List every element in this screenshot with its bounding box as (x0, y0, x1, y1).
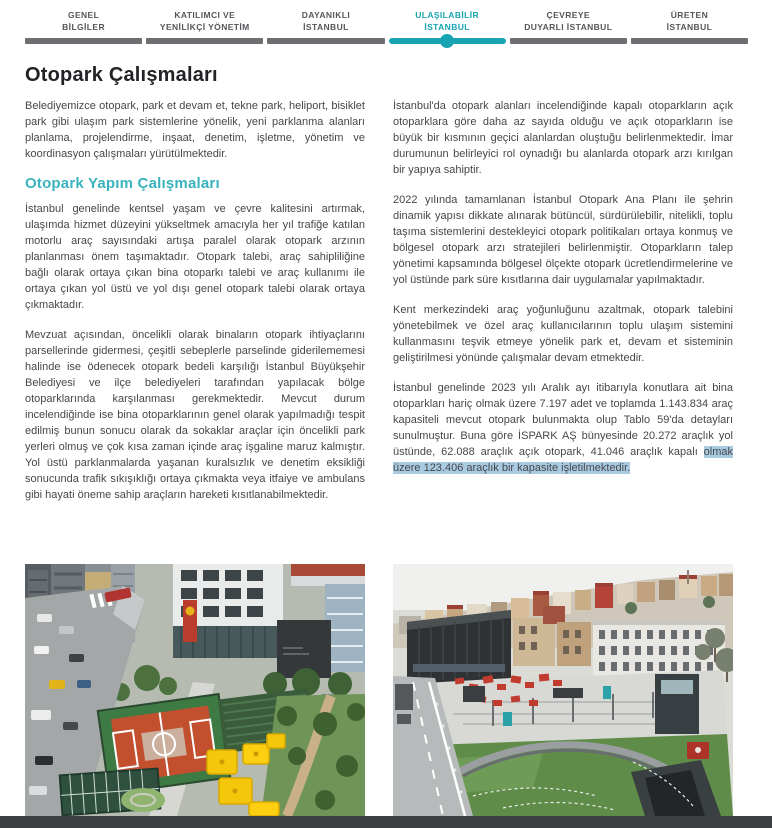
tab-underline-bar (631, 38, 748, 44)
tab-underline-bar (146, 38, 263, 44)
tab-dayanikli-istanbul[interactable] (267, 4, 384, 44)
tab-label-line: GENEL (67, 10, 100, 21)
aerial-street-court-photo (25, 564, 365, 816)
tab-label-line: İSTANBUL (303, 22, 349, 33)
paragraph: Belediyemizce otopark, park et devam et, tekne park, heliport, bisiklet park gibi ulaşım park sistemlerine yönelik, yeni parklanma alanları planlama, projelendirme, inşaat, denetim, işletme, yönetim ve koordinasyon çalışmaları yürütülmektedir. (25, 100, 365, 160)
tab-katilimci-yenilikci-yonetim[interactable] (146, 4, 263, 44)
paragraph: İstanbul genelinde kentsel yaşam ve çevre kalitesini artırmak, ulaşımda hizmet düzeyini yükseltmek amacıyla her yıl trafiğe katılan motorlu araç sayısındaki artışa paralel olarak otopark arzının planlanması önem taşımaktadır. Otopark talebi, araç sahipliliğine bağlı olarak ortaya çıkan bina otoparkı talebi ve araç kullanımı ile ortaya çıkan yol üstü ve yol dışı genel otopark talebi olarak ortaya çıkmaktadır. (25, 203, 365, 311)
section-tabs (25, 4, 748, 44)
tab-cevreye-duyarli-istanbul[interactable] (510, 4, 627, 44)
tab-label-line: DUYARLI İSTANBUL (524, 22, 613, 33)
aerial-plaza-park-photo (393, 564, 733, 816)
page-title: Otopark Çalışmaları (25, 64, 218, 86)
paragraph: İstanbul'da otopark alanları incelendiğinde kapalı otoparkların açık otoparklara göre daha az sayıda olduğu ve açık otoparkların ise büyük bir kısmının geçici alanlardan oluştuğu belirlenmektedir. İmar durumunun belirleyici rol oynadığı bu alanlarda otopark arzı kırılgan bir yapıya sahiptir. (393, 100, 733, 176)
tab-ureten-istanbul[interactable] (631, 4, 748, 44)
tab-underline-bar (25, 38, 142, 44)
right-column (393, 98, 733, 562)
paragraph: Mevzuat açısından, öncelikli olarak binaların otopark ihtiyaçlarını parsellerinde gidermesi, çeşitli sebeplerle parselinde giderilememesi halinde ise ödenecek otopark bedeli karşılığı İstanbul Büyükşehir Belediyesi ve ilçe belediyeleri tarafından yapılacak bölge otoparklarında karşılanması gerekmektedir. Mevcut durum incelendiğinde ise bina otoparklarının genel olarak yapılmadığı tespit edilmiş bunun sonucu olarak da sokaklar araçlar için öncelikli park yerleri olmuş ve çok kısa zaman içinde araç işgaline maruz kalmıştır. Yol üstü parklanmalarda yaşanan kuralsızlık ve denetim eksikliği sonucunda trafik sıkışıklığı ortaya çıkmakta veya itfaiye ve ambulans gibi hayati öneme sahip araçların hareketi kısıtlanabilmektedir. (25, 329, 365, 501)
left-column (25, 98, 365, 562)
tab-underline-bar (267, 38, 384, 44)
tab-label-line: DAYANIKLI (301, 10, 351, 21)
tab-label-line: İSTANBUL (424, 22, 470, 33)
active-tab-dot-icon (440, 34, 454, 48)
aerial-street-court-illustration (25, 564, 365, 816)
photo-row (25, 564, 748, 816)
tab-underline-bar-active (389, 38, 506, 44)
tab-label-line: ÜRETEN (670, 10, 709, 21)
selected-text-highlight: olmak üzere 123.406 araçlık bir kapasite işletilmektedir. (393, 446, 733, 474)
paragraph-text: İstanbul genelinde 2023 yılı Aralık ayı itibarıyla konutlara ait bina otoparkları hariç olmak üzere 7.197 adet ve toplamda 1.143.834 araç kapasiteli mevcut otopark bulunmakta olup Tablo 59'da detayları sunulmuştur. Buna göre İSPARK AŞ bünyesinde 20.272 araçlık yol üstünde, 62.088 araçlık açık otopark, 41.046 araçlık kapalı (393, 382, 733, 458)
article-body (25, 98, 748, 562)
paragraph: 2022 yılında tamamlanan İstanbul Otopark Ana Planı ile şehrin dinamik yapısı dikkate alınarak bütüncül, sürdürülebilir, nitelikli, toplu taşıma sistemlerini destekleyici otopark politikaları ortaya konmuş ve bölgesel otopark arzı stratejileri belirlenmiştir. Otoparkların talep yönetimi kapsamında bölgesel ölçekte otopark ücretlendirmelerine ve yol üstünde park süre kısıtlarına dair uygulamalar yapılmaktadır. (393, 194, 733, 286)
tab-label-line: KATILIMCI VE (174, 10, 236, 21)
section-subheading: Otopark Yapım Çalışmaları (25, 175, 220, 192)
aerial-plaza-park-illustration (393, 564, 733, 816)
tab-underline-bar (510, 38, 627, 44)
paragraph (393, 380, 733, 476)
paragraph: Kent merkezindeki araç yoğunluğunu azaltmak, otopark talebini yönetebilmek ve özel araç kullanıcılarının toplu ulaşım sistemini kullanmasını teşvik etmeye yönelik park et, devam et sisteminin geliştirilmesi yönünde çalışmalar devam etmektedir. (393, 304, 733, 364)
tab-ulasilabilir-istanbul[interactable] (389, 4, 506, 44)
page-bottom-edge (0, 816, 772, 828)
tab-label-line: ÇEVREYE (546, 10, 590, 21)
tab-label-line: ULAŞILABİLİR (415, 10, 480, 21)
tab-label-line: YENİLİKÇİ YÖNETİM (159, 22, 250, 33)
tab-label-line: İSTANBUL (666, 22, 713, 33)
tab-label-line: BİLGİLER (62, 22, 106, 33)
tab-genel-bilgiler[interactable] (25, 4, 142, 44)
